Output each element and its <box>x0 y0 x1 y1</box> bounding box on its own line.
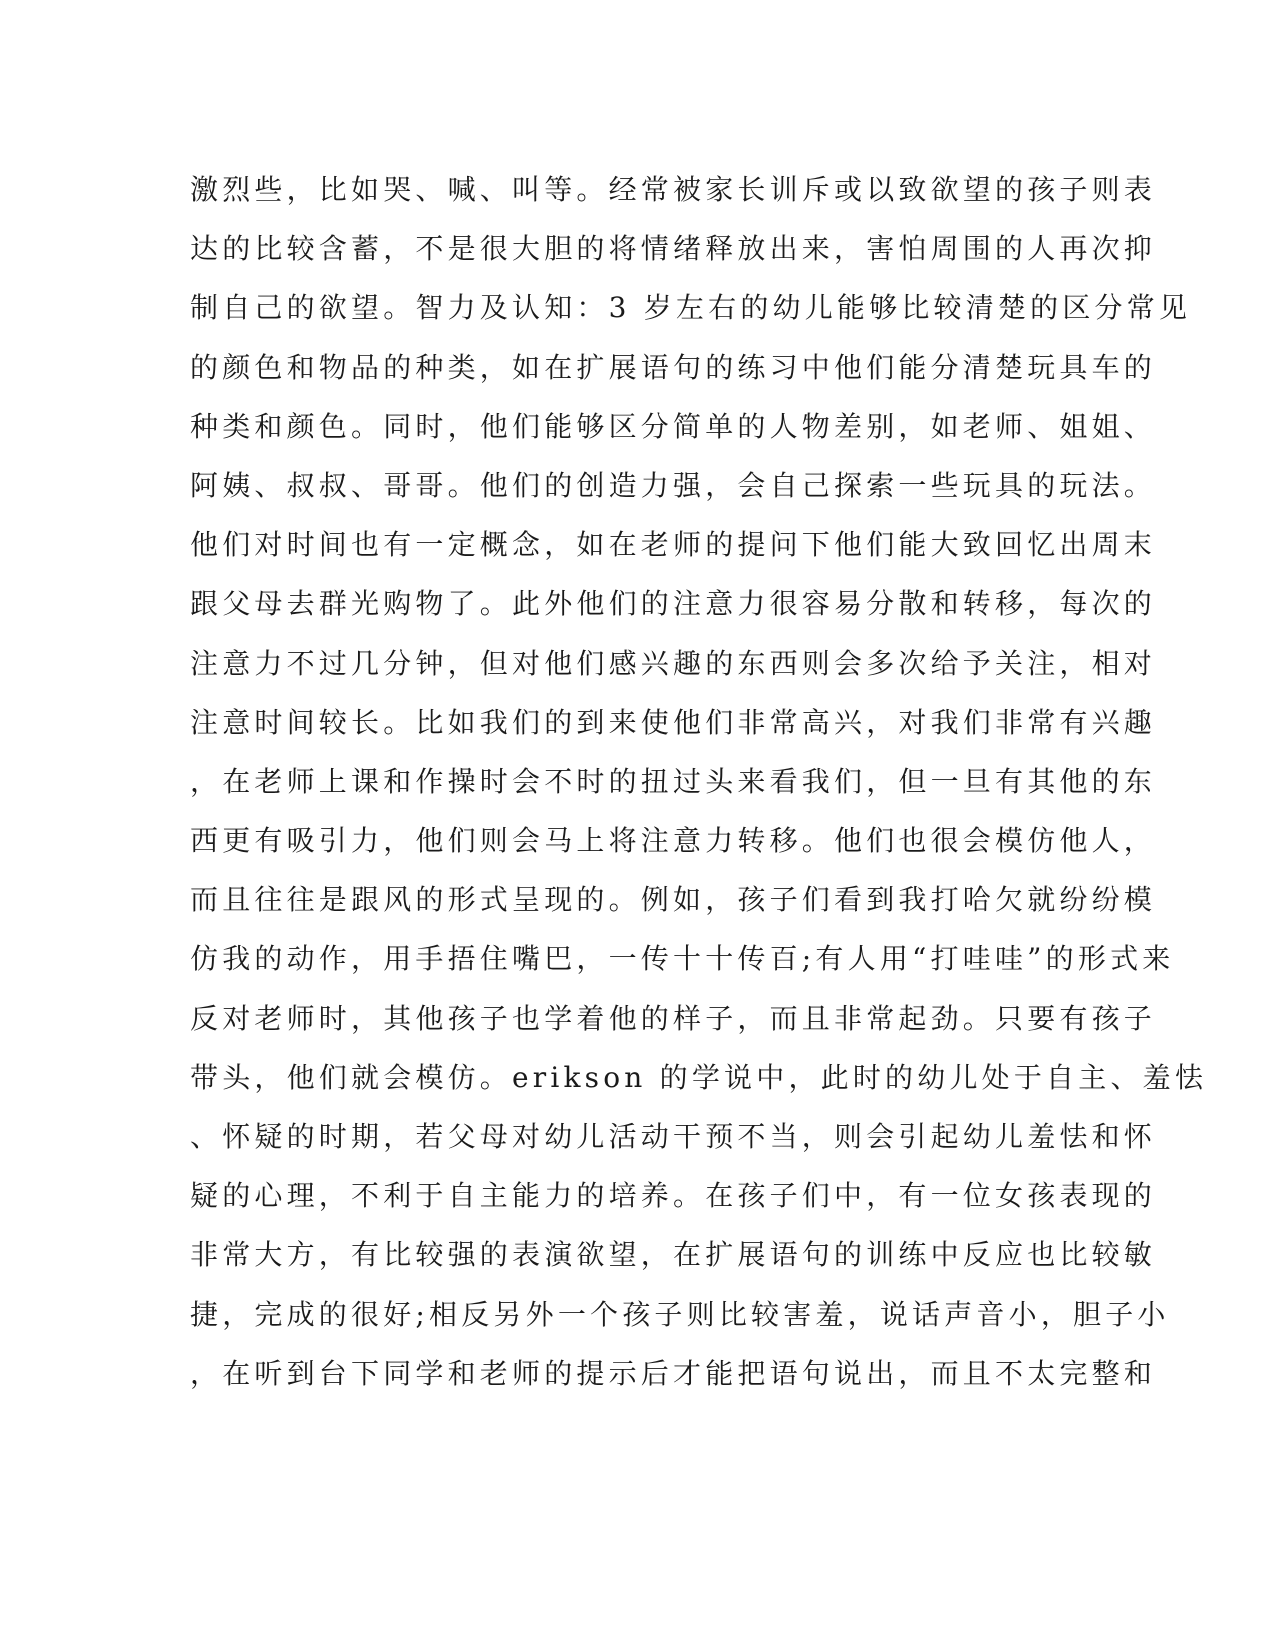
text-line: 反对老师时，其他孩子也学着他的样子，而且非常起劲。只要有孩子 <box>190 1001 1157 1035</box>
text-line: 制自己的欲望。智力及认知：3 岁左右的幼儿能够比较清楚的区分常见 <box>190 291 1192 325</box>
text-line: 而且往往是跟风的形式呈现的。例如，孩子们看到我打哈欠就纷纷模 <box>190 883 1157 917</box>
text-line: 捷，完成的很好;相反另外一个孩子则比较害羞，说话声音小，胆子小 <box>190 1297 1170 1331</box>
text-line: 非常大方，有比较强的表演欲望，在扩展语句的训练中反应也比较敏 <box>190 1238 1157 1272</box>
text-line: 疑的心理，不利于自主能力的培养。在孩子们中，有一位女孩表现的 <box>190 1179 1157 1213</box>
text-line: 仿我的动作，用手捂住嘴巴，一传十十传百;有人用“打哇哇”的形式来 <box>190 942 1175 976</box>
text-line: 带头，他们就会模仿。erikson 的学说中，此时的幼儿处于自主、羞怯 <box>190 1060 1208 1094</box>
text-line: ，在听到台下同学和老师的提示后才能把语句说出，而且不太完整和 <box>190 1356 1157 1390</box>
text-line: 的颜色和物品的种类，如在扩展语句的练习中他们能分清楚玩具车的 <box>190 350 1157 384</box>
text-line: 西更有吸引力，他们则会马上将注意力转移。他们也很会模仿他人， <box>190 824 1157 858</box>
text-line: 、怀疑的时期，若父母对幼儿活动干预不当，则会引起幼儿羞怯和怀 <box>190 1120 1157 1153</box>
text-line: 激烈些，比如哭、喊、叫等。经常被家长训斥或以致欲望的孩子则表 <box>190 173 1157 206</box>
body-text <box>190 160 1208 1403</box>
text-line: 注意时间较长。比如我们的到来使他们非常高兴，对我们非常有兴趣 <box>190 705 1157 739</box>
text-line: 达的比较含蓄，不是很大胆的将情绪释放出来，害怕周围的人再次抑 <box>190 232 1157 266</box>
text-line: ，在老师上课和作操时会不时的扭过头来看我们，但一旦有其他的东 <box>190 764 1157 798</box>
text-line: 阿姨、叔叔、哥哥。他们的创造力强，会自己探索一些玩具的玩法。 <box>190 468 1157 502</box>
text-line: 种类和颜色。同时，他们能够区分简单的人物差别，如老师、姐姐、 <box>190 409 1157 443</box>
text-line: 跟父母去群光购物了。此外他们的注意力很容易分散和转移，每次的 <box>190 587 1157 621</box>
text-line: 他们对时间也有一定概念，如在老师的提问下他们能大致回忆出周末 <box>190 528 1157 562</box>
text-line: 注意力不过几分钟，但对他们感兴趣的东西则会多次给予关注，相对 <box>190 646 1157 680</box>
